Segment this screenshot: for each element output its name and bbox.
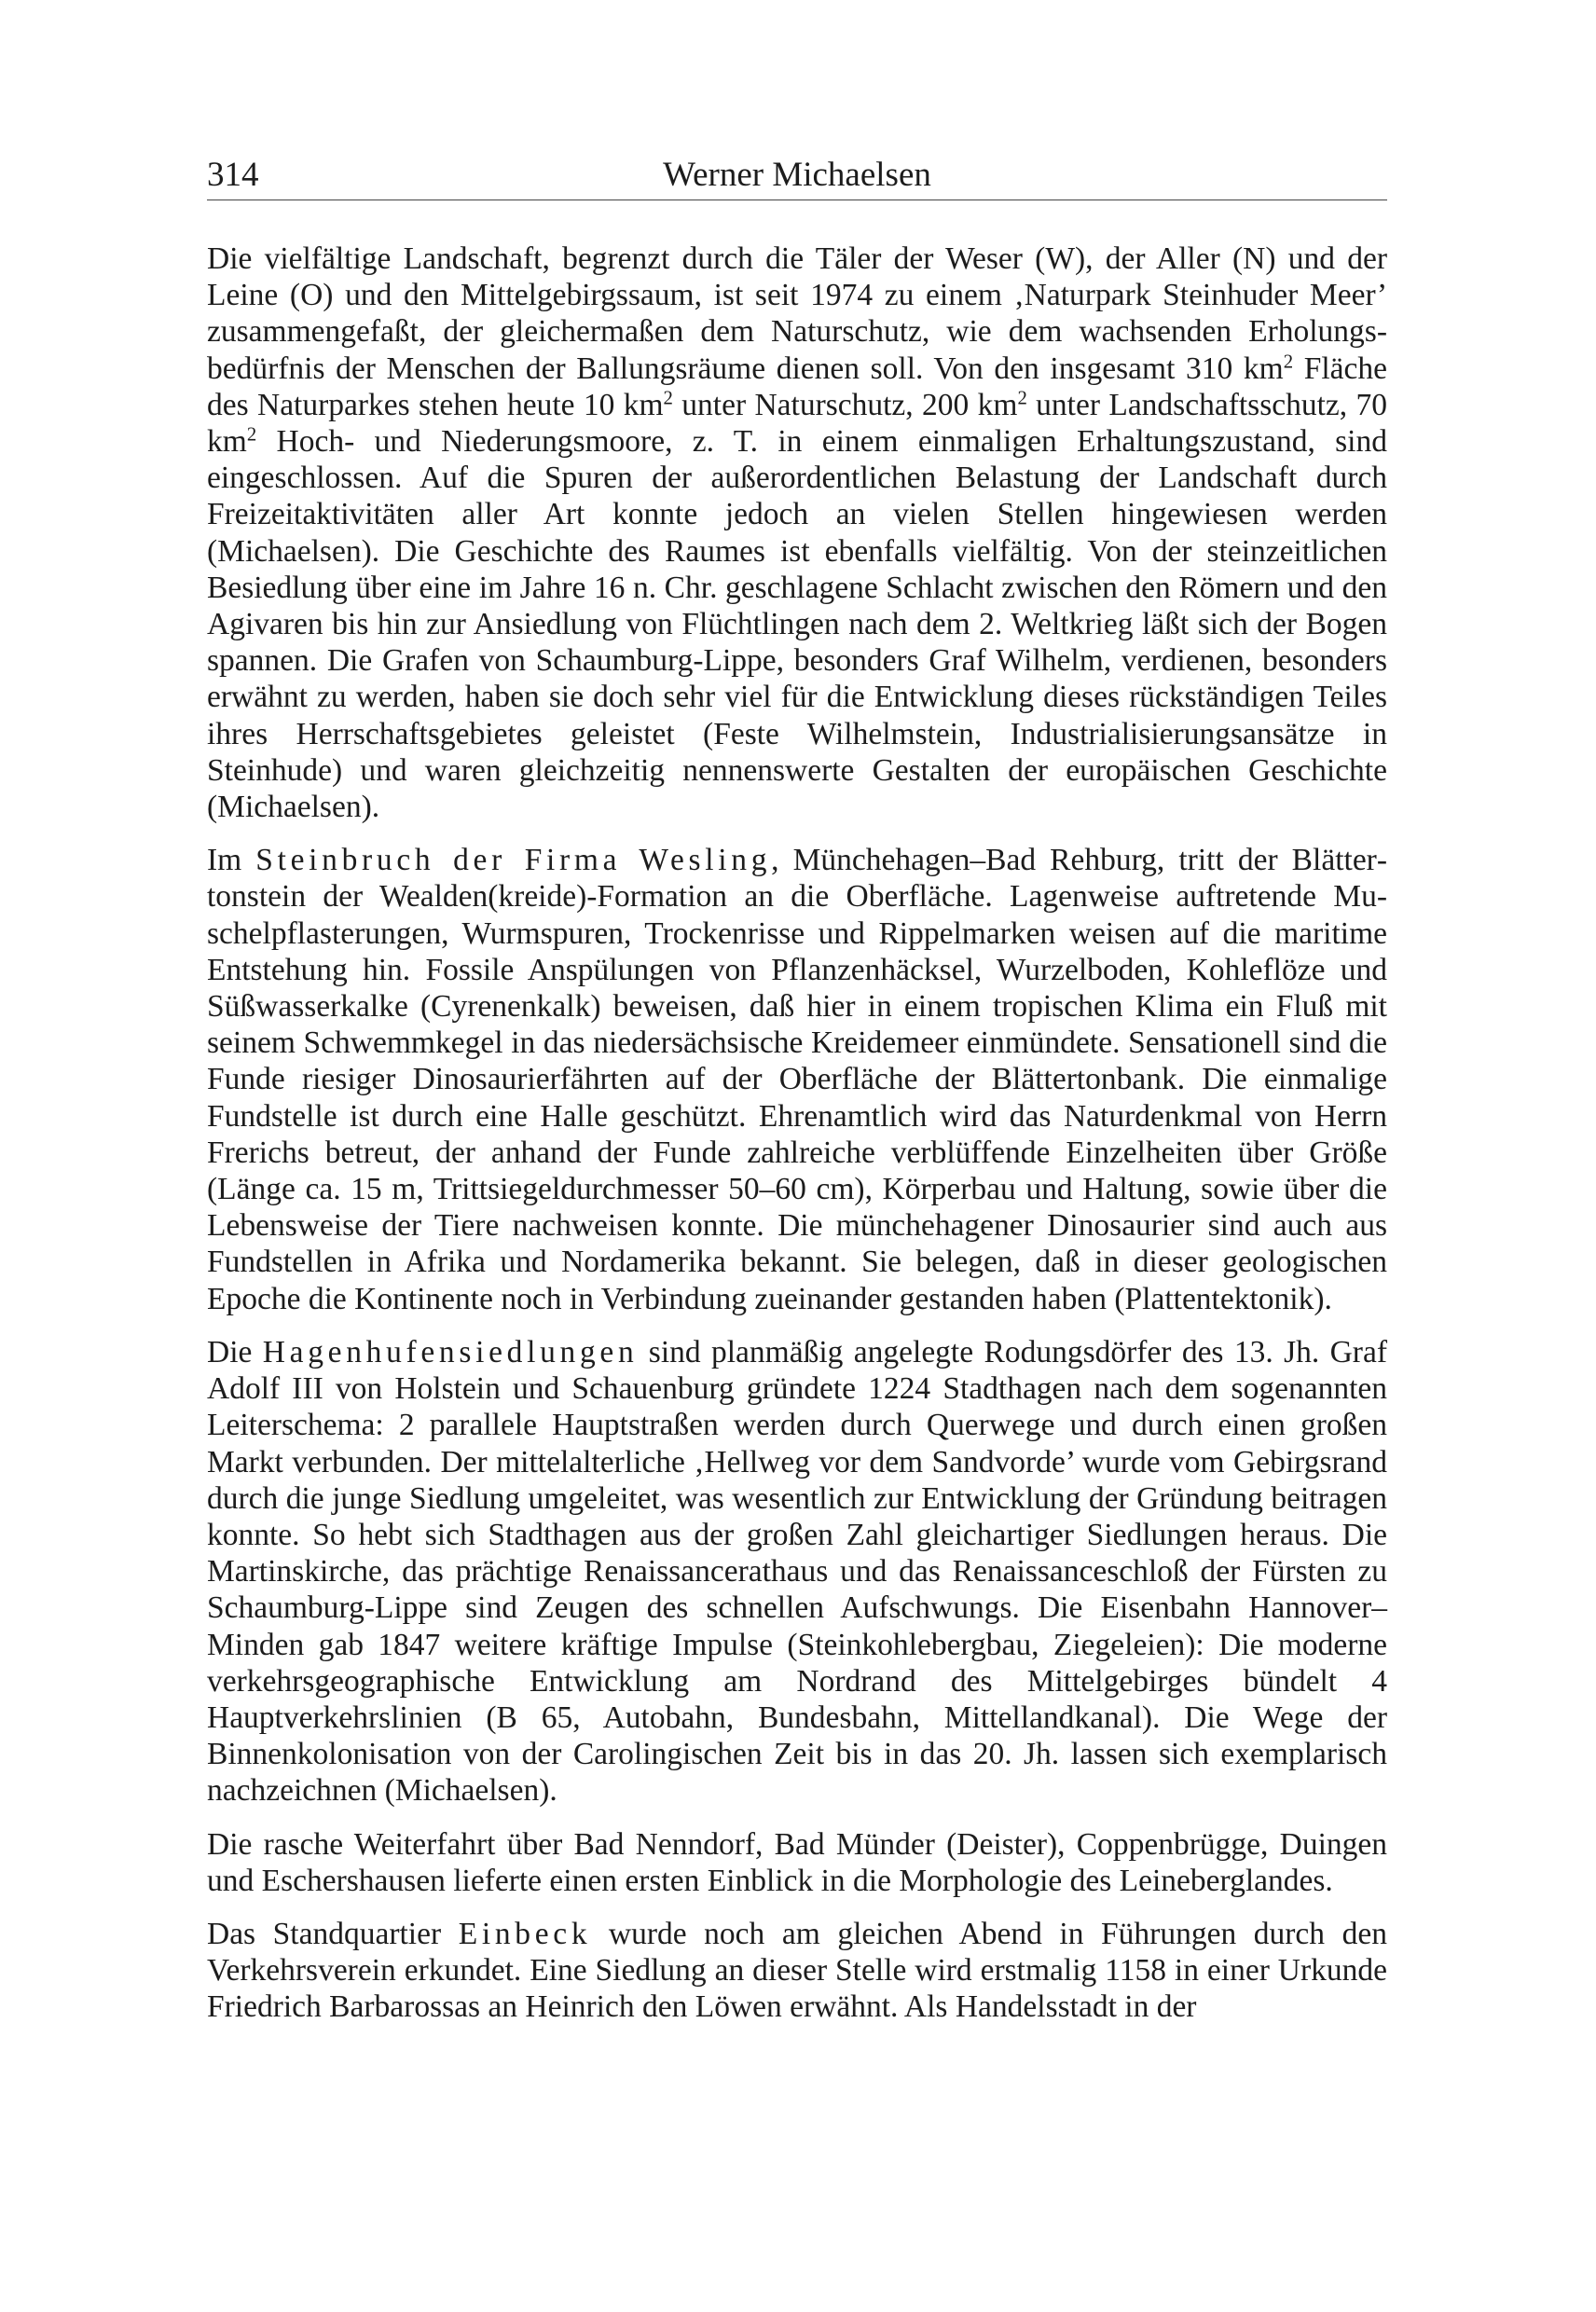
superscript: 2: [1017, 387, 1027, 409]
paragraph-text: sind planmäßig angelegte Rodungsdörfer des 13. Jh. Graf Adolf III von Holstein und Schauenburg gründete 1224 Stadthagen nach dem sogenannten Leiterschema: 2 parallele Hauptstraßen werden durch Querwege und durch einen großen Markt verbunden. Der mittelalterliche ‚Hellweg vor dem Sandvorde’ wurde vom Gebirgsrand durch die junge Siedlung umgeleitet, was wesentlich zur Entwicklung der Gründung beitragen konnte. So hebt sich Stadthagen aus der großen Zahl gleichartiger Siedlungen heraus. Die Martinskirche, das prächtige Renaissancerathaus und das Renaissanceschloß der Fürsten zu Schaumburg-Lippe sind Zeugen des schnellen Aufschwungs. Die Eisenbahn Hannover–Minden gab 1847 weitere kräftige Impulse (Steinkohlebergbau, Ziegeleien): Die moderne verkehrsgeographische Entwicklung am Nordrand des Mittelgebirges bündelt 4 Hauptverkehrslinien (B 65, Autobahn, Bundesbahn, Mittellandkanal). Die Wege der Binnenkolonisation von der Carolingischen Zeit bis in das 20. Jh. lassen sich exemplarisch nachzeichnen (Michaelsen).: [207, 1334, 1387, 1809]
superscript: 2: [663, 387, 673, 409]
body-text: [207, 241, 1387, 2043]
superscript: 2: [1283, 351, 1294, 373]
paragraph-naturpark: [207, 241, 1387, 825]
paragraph-text: unter Landschaftsschutz, 70 km: [207, 387, 1388, 460]
running-head-author: Werner Michaelsen: [663, 156, 931, 194]
page-header: [207, 157, 1387, 200]
superscript: 2: [246, 423, 257, 446]
paragraph-text: unter Naturschutz, 200 km: [672, 387, 1018, 422]
paragraph-hagenhufensiedlungen: [207, 1334, 1387, 1810]
spaced-term: Hagenhufensiedlungen: [262, 1334, 639, 1369]
paragraph-text: Die vielfältige Landschaft, begrenzt durch die Täler der Weser (W), der Aller (N) und der Leine (O) und den Mittelgebirgssaum, ist seit 1974 zu einem ‚Naturpark Steinhuder Meer’ zusammengefaßt, der gleichermaßen dem Naturschutz, wie dem wachsenden Erholungsbedürfnis der Menschen der Ballungsräume dienen soll. Von den insgesamt 310 km: [207, 241, 1387, 386]
paragraph-text: , Münchehagen–Bad Rehburg, tritt der Blättertonstein der Wealden(kreide)-Formation an die Oberfläche. Lagenweise auftretende Muschelpflasterungen, Wurmspuren, Trockenrisse und Rippelmarken weisen auf die maritime Entstehung hin. Fossile Anspülungen von Pflanzenhäcksel, Wurzelboden, Kohleflöze und Süßwasserkalke (Cyrenenkalk) beweisen, daß hier in einem tropischen Klima ein Fluß mit seinem Schwemmkegel in das niedersächsische Kreidemeer einmündete. Sensationell sind die Funde riesiger Dinosaurierfährten auf der Oberfläche der Blättertonbank. Die einmalige Fundstelle ist durch eine Halle geschützt. Ehrenamtlich wird das Naturdenkmal von Herrn Frerichs betreut, der anhand der Funde zahlreiche verblüffende Einzelheiten über Größe (Länge ca. 15 m, Trittsiegeldurchmesser 50–60 cm), Körperbau und Haltung, sowie über die Lebensweise der Tiere nachweisen konnte. Die münchehagener Dinosaurier sind auch aus Fundstellen in Afrika und Nordamerika bekannt. Sie belegen, daß in dieser geologischen Epoche die Kontinente noch in Verbindung zueinander gestanden haben (Plattentektonik).: [207, 843, 1387, 1316]
paragraph-lead: Die: [207, 1334, 253, 1369]
paragraph-steinbruch: [207, 842, 1387, 1317]
paragraph-lead: Im: [207, 843, 242, 878]
paragraph-text: wurde noch am gleichen Abend in Führungen durch den Verkehrsverein erkundet. Eine Siedlung an dieser Stelle wird erstmalig 1158 in einer Urkunde Friedrich Barbarossas an Heinrich den Löwen erwähnt. Als Handelsstadt in der: [207, 1916, 1387, 2025]
paragraph-weiterfahrt: [207, 1826, 1387, 1899]
paragraph-lead: Das Standquartier: [207, 1916, 442, 1951]
paragraph-einbeck: [207, 1916, 1387, 2026]
paragraph-text: Hoch- und Niederungsmoore, z. T. in einem einmaligen Erhaltungszustand, sind eingeschlossen. Auf die Spuren der außerordentlichen Belastung der Landschaft durch Freizeitaktivitäten aller Art konnte jedoch an vielen Stellen hingewiesen werden (Michaelsen). Die Geschichte des Raumes ist ebenfalls vielfältig. Von der steinzeitlichen Besiedlung über eine im Jahre 16 n. Chr. geschlagene Schlacht zwischen den Römern und den Agivaren bis hin zur Ansiedlung von Flüchtlingen nach dem 2. Weltkrieg läßt sich der Bogen spannen. Die Grafen von Schaumburg-Lippe, besonders Graf Wilhelm, verdienen, besonders erwähnt zu werden, haben sie doch sehr viel für die Entwicklung dieses rückständigen Teiles ihres Herrschaftsgebietes geleistet (Feste Wilhelmstein, Industrialisierungsansätze in Steinhude) und waren gleichzeitig nennenswerte Gestalten der europäischen Geschichte (Michaelsen).: [207, 424, 1387, 825]
spaced-term: Einbeck: [458, 1916, 592, 1951]
paragraph-text: Die rasche Weiterfahrt über Bad Nenndorf, Bad Münder (Deister), Coppenbrügge, Duingen und Eschershausen lieferte einen ersten Einblick in die Morphologie des Leineberglandes.: [207, 1826, 1387, 1898]
spaced-term: Steinbruch der Firma Wesling: [255, 843, 772, 878]
page-number: 314: [207, 156, 259, 194]
paragraph-text: Fläche des Naturparkes stehen heute 10 km: [207, 351, 1387, 422]
